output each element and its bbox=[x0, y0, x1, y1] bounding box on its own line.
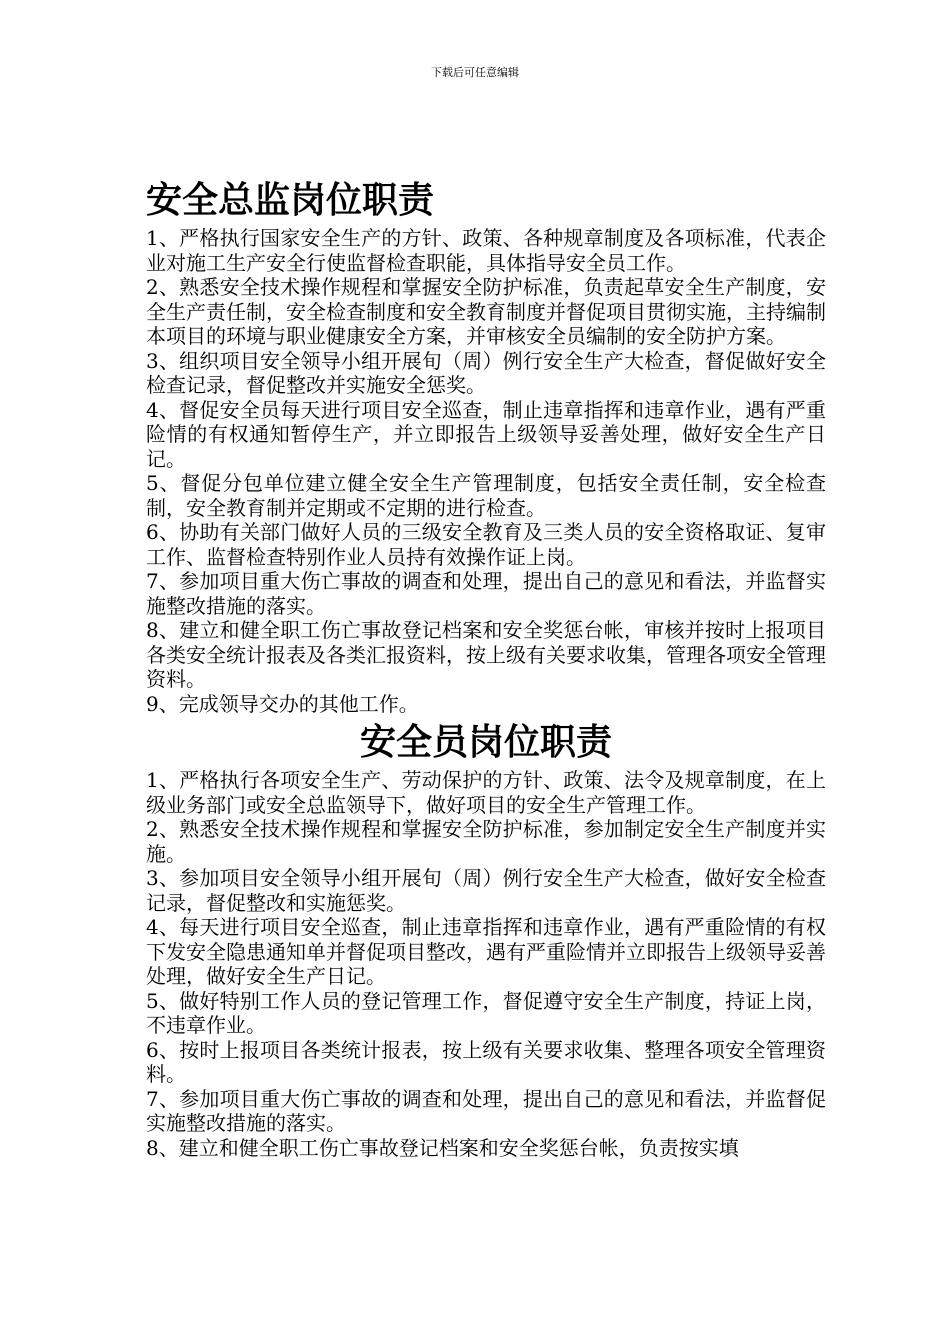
duty-item: 6、协助有关部门做好人员的三级安全教育及三类人员的安全资格取证、复审工作、监督检查特别作业人员持有效操作证上岗。 bbox=[146, 520, 826, 569]
duty-item: 7、参加项目重大伤亡事故的调查和处理，提出自己的意见和看法，并监督促实施整改措施的落实。 bbox=[146, 1086, 826, 1135]
section-safety-director-duties bbox=[146, 226, 826, 716]
duty-item: 3、组织项目安全领导小组开展旬（周）例行安全生产大检查，督促做好安全检查记录，督促整改并实施安全惩奖。 bbox=[146, 348, 826, 397]
section-safety-officer-duties bbox=[146, 768, 826, 1160]
duty-item: 4、每天进行项目安全巡查，制止违章指挥和违章作业，遇有严重险情的有权下发安全隐患通知单并督促项目整改，遇有严重险情并立即报告上级领导妥善处理，做好安全生产日记。 bbox=[146, 915, 826, 988]
duty-item: 8、建立和健全职工伤亡事故登记档案和安全奖惩台帐，审核并按时上报项目各类安全统计报表及各类汇报资料，按上级有关要求收集，管理各项安全管理资料。 bbox=[146, 618, 826, 691]
section-title-safety-director: 安全总监岗位职责 bbox=[146, 179, 435, 221]
duty-item: 7、参加项目重大伤亡事故的调查和处理，提出自己的意见和看法，并监督实施整改措施的落实。 bbox=[146, 569, 826, 618]
duty-item: 6、按时上报项目各类统计报表，按上级有关要求收集、整理各项安全管理资料。 bbox=[146, 1037, 826, 1086]
duty-item: 3、参加项目安全领导小组开展旬（周）例行安全生产大检查，做好安全检查记录，督促整改和实施惩奖。 bbox=[146, 866, 826, 915]
page-header-note: 下载后可任意编辑 bbox=[431, 66, 519, 79]
document-body bbox=[146, 174, 826, 1160]
duty-item: 1、严格执行国家安全生产的方针、政策、各种规章制度及各项标准，代表企业对施工生产安全行使监督检查职能，具体指导安全员工作。 bbox=[146, 226, 826, 275]
duty-item: 5、做好特别工作人员的登记管理工作，督促遵守安全生产制度，持证上岗，不违章作业。 bbox=[146, 988, 826, 1037]
duty-item: 2、熟悉安全技术操作规程和掌握安全防护标准，负责起草安全生产制度，安全生产责任制，安全检查制度和安全教育制度并督促项目贯彻实施，主持编制本项目的环境与职业健康安全方案，并审核安全员编制的安全防护方案。 bbox=[146, 275, 826, 348]
section-title-safety-officer: 安全员岗位职责 bbox=[359, 721, 612, 763]
duty-item: 5、督促分包单位建立健全安全生产管理制度，包括安全责任制，安全检查制，安全教育制并定期或不定期的进行检查。 bbox=[146, 471, 826, 520]
duty-item: 4、督促安全员每天进行项目安全巡查，制止违章指挥和违章作业，遇有严重险情的有权通知暂停生产，并立即报告上级领导妥善处理，做好安全生产日记。 bbox=[146, 397, 826, 471]
duty-item: 8、建立和健全职工伤亡事故登记档案和安全奖惩台帐，负责按实填 bbox=[146, 1135, 739, 1160]
duty-item: 1、严格执行各项安全生产、劳动保护的方针、政策、法令及规章制度，在上级业务部门或安全总监领导下，做好项目的安全生产管理工作。 bbox=[146, 768, 826, 817]
duty-item: 9、完成领导交办的其他工作。 bbox=[146, 691, 419, 716]
duty-item: 2、熟悉安全技术操作规程和掌握安全防护标准，参加制定安全生产制度并实施。 bbox=[146, 817, 826, 866]
